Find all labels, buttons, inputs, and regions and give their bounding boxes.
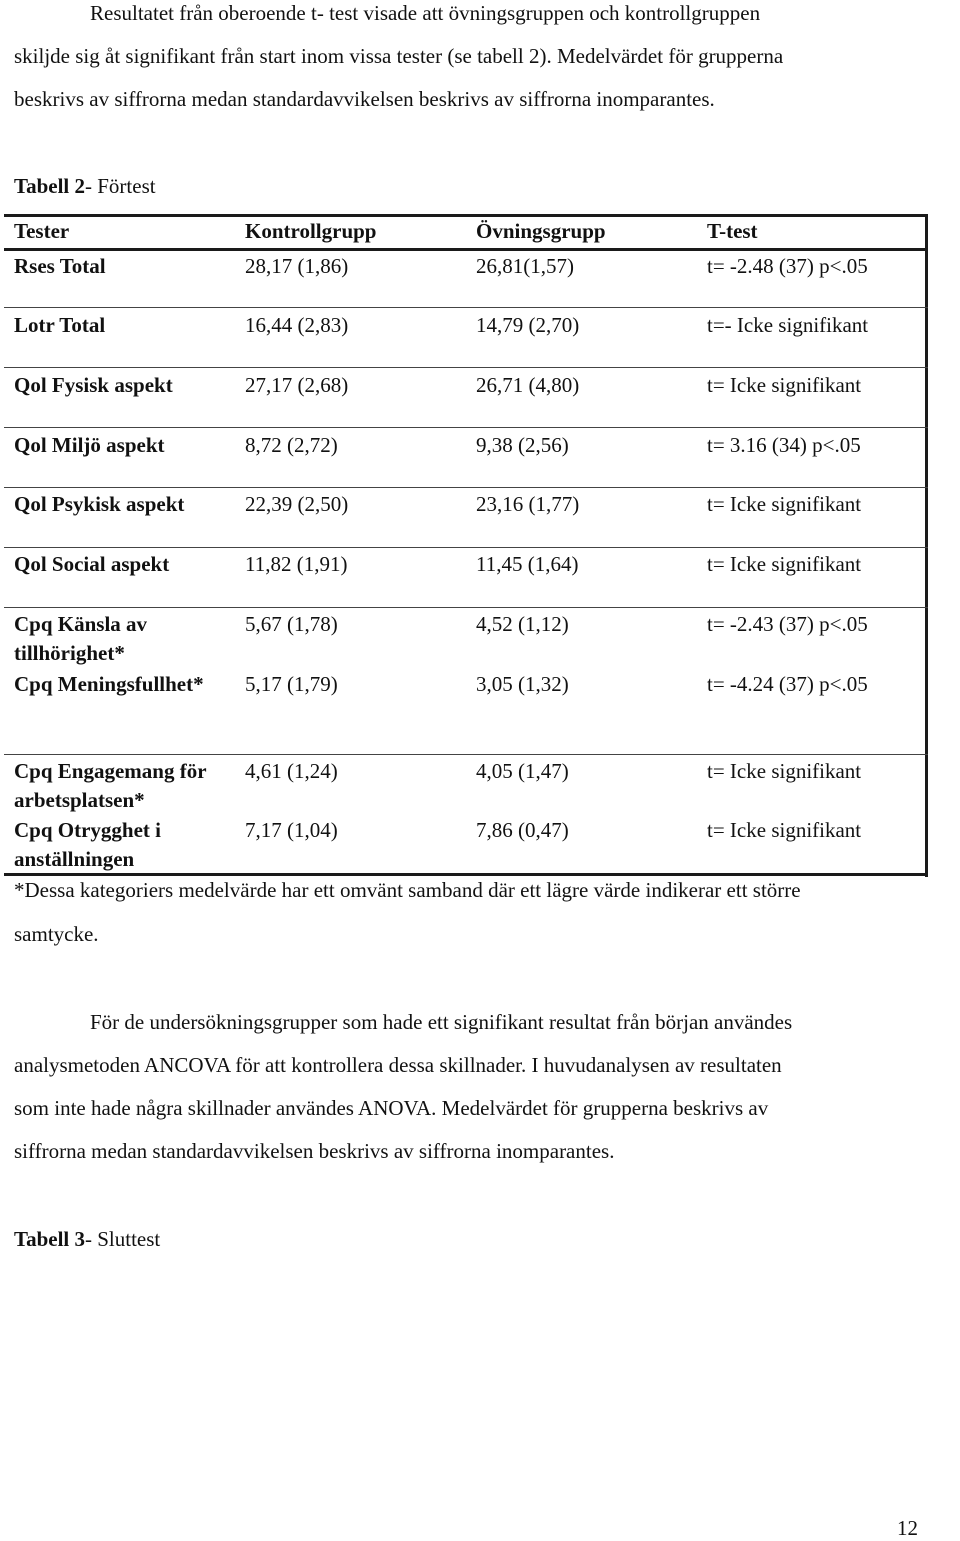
- cell-ttest: t= Icke signifikant: [707, 552, 862, 576]
- table2-caption: [14, 172, 156, 200]
- header-ttest: T-test: [707, 219, 758, 243]
- cell-test: Qol Psykisk aspekt: [14, 492, 185, 516]
- cell-kontroll: 16,44 (2,83): [245, 313, 349, 337]
- cell-ovning: 7,86 (0,47): [476, 818, 569, 842]
- cell-kontroll: 7,17 (1,04): [245, 818, 338, 842]
- cell-kontroll: 11,82 (1,91): [245, 552, 348, 576]
- header-tester: Tester: [14, 219, 70, 243]
- cell-ttest: t= Icke signifikant: [707, 818, 862, 842]
- cell-test: Qol Social aspekt: [14, 552, 170, 576]
- cell-ovning: 14,79 (2,70): [476, 313, 580, 337]
- header-kontrollgrupp: Kontrollgrupp: [245, 219, 377, 243]
- cell-ttest: t= Icke signifikant: [707, 373, 862, 397]
- cell-ttest: t= -4.24 (37) p<.05: [707, 672, 868, 696]
- analysis-line-3: som inte hade några skillnader användes ANOVA. Medelvärdet för grupperna beskrivs av: [14, 1096, 769, 1120]
- cell-ttest: t= -2.43 (37) p<.05: [707, 612, 868, 636]
- cell-ovning: 9,38 (2,56): [476, 433, 569, 457]
- row-rule: [4, 367, 928, 368]
- row-rule: [4, 754, 928, 755]
- cell-kontroll: 22,39 (2,50): [245, 492, 349, 516]
- cell-ovning: 4,05 (1,47): [476, 759, 569, 783]
- cell-test: Cpq Engagemang för arbetsplatsen*: [14, 759, 207, 812]
- cell-kontroll: 5,67 (1,78): [245, 612, 338, 636]
- table2-caption-label: Tabell 2: [14, 174, 85, 198]
- page-number: 12: [897, 1516, 918, 1540]
- cell-test: Cpq Meningsfullhet*: [14, 672, 204, 696]
- table2-caption-title: - Förtest: [85, 174, 156, 198]
- cell-ovning: 3,05 (1,32): [476, 672, 569, 696]
- table3-caption: [14, 1225, 160, 1253]
- row-rule: [4, 427, 928, 428]
- analysis-line-4: siffrorna medan standardavvikelsen beskrivs av siffrorna inomparantes.: [14, 1139, 615, 1163]
- header-ovningsgrupp: Övningsgrupp: [476, 219, 606, 243]
- cell-ttest: t= Icke signifikant: [707, 759, 862, 783]
- table3-caption-label: Tabell 3: [14, 1227, 85, 1251]
- header-rule: [4, 248, 928, 251]
- cell-test: Lotr Total: [14, 313, 106, 337]
- intro-line-1: Resultatet från oberoende t- test visade att övningsgruppen och kontrollgruppen: [90, 1, 761, 25]
- row-rule: [4, 607, 928, 608]
- cell-ttest: t= Icke signifikant: [707, 492, 862, 516]
- analysis-line-1: För de undersökningsgrupper som hade ett signifikant resultat från början användes: [90, 1010, 793, 1034]
- cell-ttest: t= -2.48 (37) p<.05: [707, 254, 868, 278]
- cell-kontroll: 28,17 (1,86): [245, 254, 349, 278]
- cell-ovning: 26,81(1,57): [476, 254, 574, 278]
- footnote-line-1: *Dessa kategoriers medelvärde har ett omvänt samband där ett lägre värde indikerar ett större: [14, 878, 801, 902]
- row-rule: [4, 547, 928, 548]
- cell-test: Rses Total: [14, 254, 106, 278]
- cell-test: Qol Fysisk aspekt: [14, 373, 173, 397]
- cell-kontroll: 8,72 (2,72): [245, 433, 338, 457]
- cell-ovning: 11,45 (1,64): [476, 552, 579, 576]
- footnote-line-2: samtycke.: [14, 922, 99, 946]
- row-rule: [4, 307, 928, 308]
- analysis-line-2: analysmetoden ANCOVA för att kontrollera dessa skillnader. I huvudanalysen av resultaten: [14, 1053, 782, 1077]
- cell-kontroll: 5,17 (1,79): [245, 672, 338, 696]
- cell-ovning: 4,52 (1,12): [476, 612, 569, 636]
- cell-kontroll: 4,61 (1,24): [245, 759, 338, 783]
- cell-ttest: t=- Icke signifikant: [707, 313, 869, 337]
- row-rule: [4, 487, 928, 488]
- cell-test: Qol Miljö aspekt: [14, 433, 165, 457]
- cell-test: Cpq Känsla av tillhörighet*: [14, 612, 148, 665]
- intro-line-2: skiljde sig åt signifikant från start inom vissa tester (se tabell 2). Medelvärdet för grupperna: [14, 44, 784, 68]
- cell-ttest: t= 3.16 (34) p<.05: [707, 433, 861, 457]
- table3-caption-title: - Sluttest: [85, 1227, 161, 1251]
- intro-line-3: beskrivs av siffrorna medan standardavvikelsen beskrivs av siffrorna inomparantes.: [14, 87, 715, 111]
- cell-kontroll: 27,17 (2,68): [245, 373, 349, 397]
- cell-test: Cpq Otrygghet i anställningen: [14, 818, 161, 871]
- cell-ovning: 26,71 (4,80): [476, 373, 580, 397]
- cell-ovning: 23,16 (1,77): [476, 492, 580, 516]
